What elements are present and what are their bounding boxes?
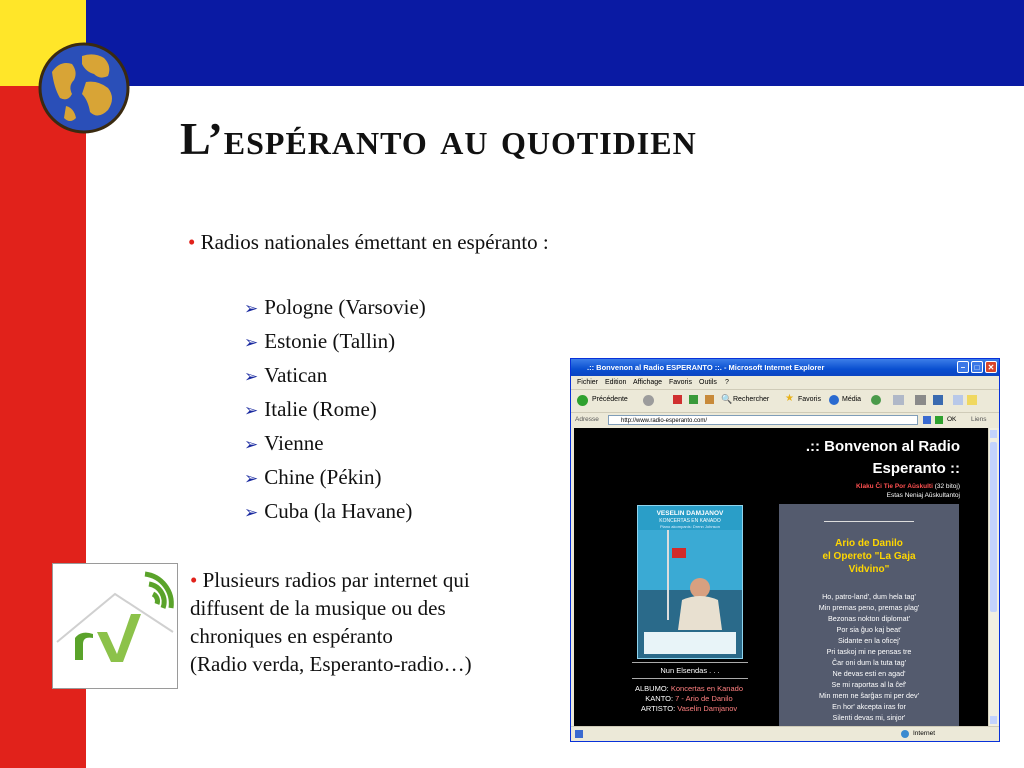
country-label: Estonie (Tallin) — [264, 329, 396, 353]
bullet-mark: • — [190, 568, 198, 592]
album-cover-artist: VESELIN DAMJANOV — [656, 510, 724, 517]
arrow-bullet-icon: ➢ — [244, 435, 259, 454]
back-button-label[interactable]: Précédente — [592, 396, 628, 403]
history-icon[interactable] — [871, 395, 881, 405]
bullet2-line: chroniques en espéranto — [190, 624, 393, 648]
divider — [632, 678, 748, 679]
window-title: .:: Bonvenon al Radio ESPERANTO ::. - Microsoft Internet Explorer — [587, 363, 825, 372]
album-cover-subtitle: Piano akompanis: Drenn Johnson — [659, 524, 721, 529]
arrow-bullet-icon: ➢ — [244, 367, 259, 386]
bullet-radios-text: Radios nationales émettant en espéranto : — [200, 230, 549, 254]
menu-affichage[interactable]: Affichage — [633, 379, 663, 386]
lyric-line: Pri taskoj mi ne pensas tre — [826, 647, 912, 656]
lyric-line: Ĉar oni dum la tuta tag' — [831, 658, 907, 667]
menu-fichier[interactable]: Fichier — [577, 379, 599, 386]
lyric-line: En hor' akcepta iras for — [832, 702, 906, 711]
bullet2-line: diffusent de la musique ou des — [190, 596, 446, 620]
album-photo — [638, 530, 742, 658]
bullet2-line: Plusieurs radios par internet qui — [202, 568, 470, 592]
lyric-line: Min mem ne ŝarĝas mi per dev' — [818, 691, 920, 700]
country-label: Chine (Pékin) — [264, 465, 382, 489]
web-page-viewport — [574, 428, 988, 726]
page-heading-line2: Esperanto :: — [872, 460, 960, 477]
song-title-line2: el Opereto "La Gaja — [822, 551, 916, 562]
country-label: Italie (Rome) — [264, 397, 377, 421]
country-label: Vienne — [264, 431, 324, 455]
vertical-scrollbar[interactable] — [988, 428, 999, 726]
song-title-line1: Ario de Danilo — [835, 538, 903, 549]
track-value[interactable]: 7 - Ario de Danilo — [675, 694, 733, 703]
track-info — [614, 694, 764, 703]
scroll-thumb[interactable] — [990, 442, 997, 612]
minimize-button[interactable]: – — [957, 361, 969, 373]
lyric-line: Ho, patro-land', dum hela tag' — [822, 592, 916, 601]
country-item — [244, 397, 377, 422]
close-button[interactable]: ✕ — [985, 361, 997, 373]
album-cover-image — [637, 505, 743, 659]
album-value[interactable]: Koncertas en Kanado — [670, 684, 743, 693]
search-button-label[interactable]: Rechercher — [733, 396, 770, 403]
arrow-bullet-icon: ➢ — [244, 299, 259, 318]
media-icon[interactable] — [829, 395, 839, 405]
album-label: ALBUMO: — [635, 684, 669, 693]
messenger-icon[interactable] — [953, 395, 963, 405]
refresh-icon[interactable] — [689, 395, 698, 404]
go-arrow-icon[interactable] — [935, 416, 943, 424]
arrow-bullet-icon: ➢ — [244, 401, 259, 420]
arrow-bullet-icon: ➢ — [244, 469, 259, 488]
artist-label: ARTISTO: — [640, 704, 676, 713]
lyric-line: Se mi raportas al la ĉef' — [831, 680, 907, 689]
album-cover-title: KONCERTAS EN KANADO — [659, 518, 721, 524]
status-zone-label: Internet — [913, 730, 936, 737]
country-label: Vatican — [264, 363, 328, 387]
lyric-line: Por sia ĝuo kaj beat' — [836, 625, 902, 634]
lyric-line: Min premas peno, premas plag' — [818, 603, 920, 612]
lyric-line: Ne devas esti en agad' — [832, 669, 906, 678]
print-icon[interactable] — [915, 395, 926, 405]
stop-icon[interactable] — [673, 395, 682, 404]
lyric-line: Sidante en la oficej' — [837, 636, 901, 645]
country-label: Pologne (Varsovie) — [264, 295, 426, 319]
arrow-bullet-icon: ➢ — [244, 503, 259, 522]
scroll-up-icon[interactable] — [990, 430, 997, 438]
media-button-label[interactable]: Média — [842, 396, 862, 403]
menu-edition[interactable]: Edition — [605, 379, 627, 386]
now-playing-label: Nun Elsendas . . . — [660, 666, 720, 675]
bullet2-line: (Radio verda, Esperanto-radio…) — [190, 652, 472, 676]
scroll-down-icon[interactable] — [990, 716, 997, 724]
browser-screenshot — [570, 358, 1000, 742]
browser-toolbar — [571, 389, 999, 412]
album-info — [614, 684, 764, 693]
address-input[interactable]: http://www.radio-esperanto.com/ — [608, 415, 918, 425]
address-label: Adresse — [575, 416, 599, 423]
menu-bar — [571, 376, 999, 389]
listen-line — [856, 483, 960, 490]
arrow-bullet-icon: ➢ — [244, 333, 259, 352]
globe-icon — [38, 42, 130, 134]
internet-zone-icon — [901, 730, 909, 738]
links-label[interactable]: Liens — [971, 416, 987, 423]
track-label: KANTO: — [645, 694, 674, 703]
artist-info — [614, 704, 764, 713]
song-title-line3: Vidvino" — [848, 564, 890, 575]
menu-favoris[interactable]: Favoris — [669, 379, 692, 386]
slide-title: L’espéranto au quotidien — [180, 113, 697, 164]
bullet-internet-radios — [190, 566, 472, 678]
country-item — [244, 465, 381, 490]
go-button[interactable]: OK — [947, 416, 957, 423]
maximize-button[interactable]: □ — [971, 361, 983, 373]
country-item — [244, 431, 324, 456]
lyrics-panel — [779, 504, 959, 726]
menu-outils[interactable]: Outils — [699, 379, 717, 386]
favorites-button-label[interactable]: Favoris — [798, 396, 821, 403]
country-item — [244, 295, 426, 320]
listen-count: (32 bitoj) — [934, 483, 960, 490]
menu-help[interactable]: ? — [725, 379, 729, 386]
listeners-count: Estas Neniaj Aŭskultantoj — [886, 492, 960, 499]
country-item — [244, 329, 395, 354]
home-icon[interactable] — [705, 395, 714, 404]
country-item — [244, 499, 412, 524]
page-heading-line1: .:: Bonvenon al Radio — [805, 438, 960, 455]
divider — [824, 521, 914, 522]
browser-titlebar — [571, 359, 999, 376]
status-bar — [571, 726, 999, 742]
mail-icon[interactable] — [893, 395, 904, 405]
search-icon[interactable]: 🔍 — [721, 394, 733, 404]
country-label: Cuba (la Havane) — [264, 499, 413, 523]
blue-top-band — [86, 0, 1024, 86]
dropdown-chevron-icon[interactable] — [923, 416, 931, 424]
country-item — [244, 363, 327, 388]
address-bar — [571, 412, 999, 428]
forward-arrow-icon[interactable] — [643, 395, 654, 406]
divider — [632, 662, 748, 663]
lyric-line: Bezonas nokton diplomat' — [827, 614, 911, 623]
folder-icon[interactable] — [967, 395, 977, 405]
listen-link[interactable]: Klaku Ĉi Tie Por Aŭskulti — [855, 483, 933, 490]
edit-icon[interactable] — [933, 395, 943, 405]
lyric-line: Silenti devas mi, sinjor' — [832, 713, 906, 722]
radio-verda-logo — [52, 563, 178, 689]
star-icon[interactable]: ★ — [785, 393, 794, 404]
back-arrow-icon[interactable] — [577, 395, 588, 406]
page-icon — [575, 730, 583, 738]
bullet-radios — [188, 230, 549, 255]
bullet-mark: • — [188, 230, 196, 254]
artist-value[interactable]: Vaselin Damjanov — [677, 704, 738, 713]
